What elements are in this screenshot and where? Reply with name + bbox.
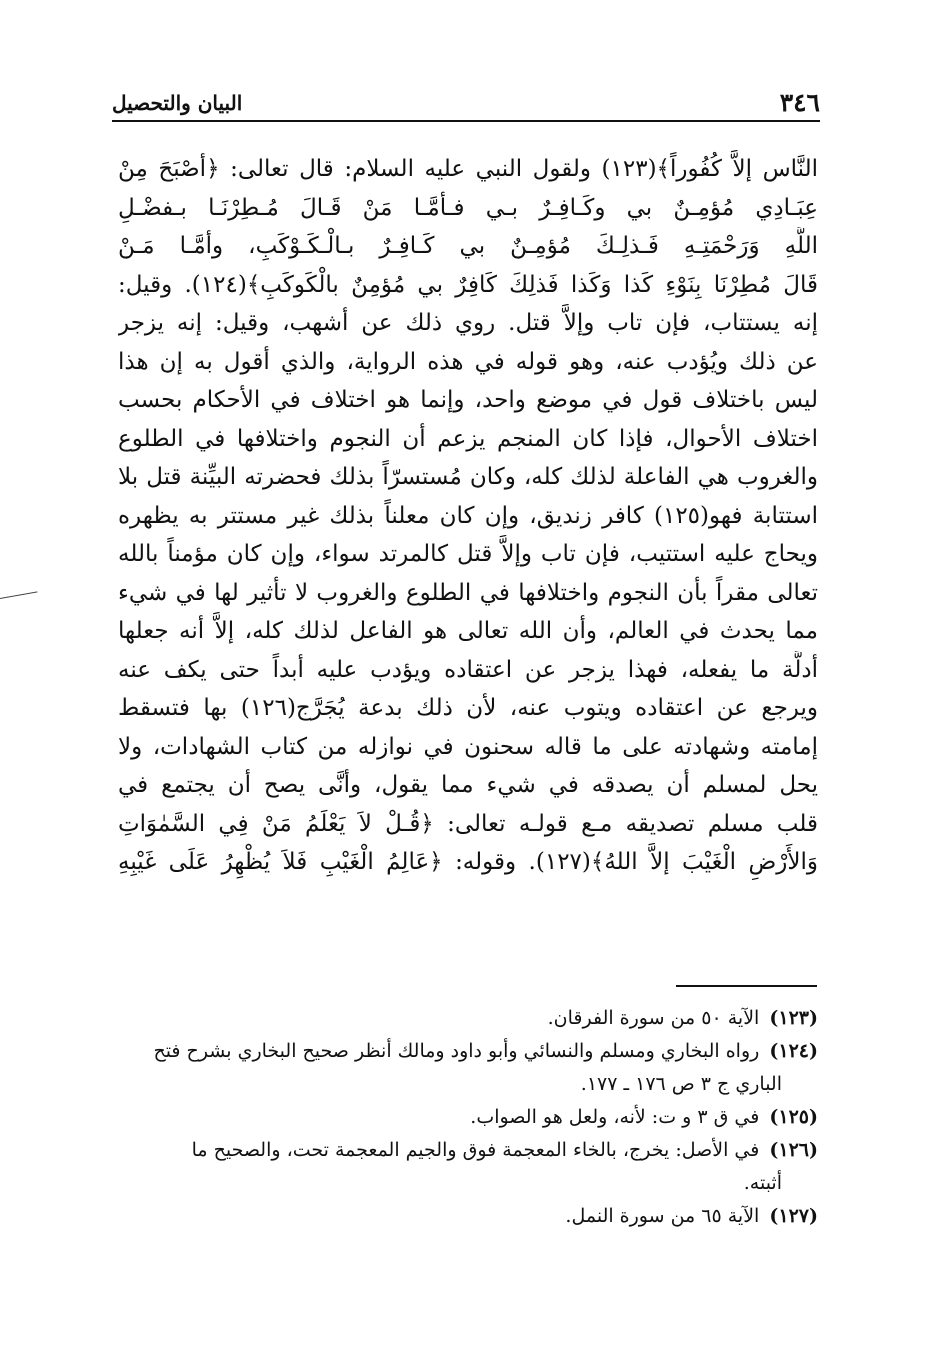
body-line: ليس باختلاف قول في موضع واحد، وإنما هو اختلاف في الأحكام بحسب xyxy=(118,387,818,413)
footnote-number: (١٢٧) xyxy=(769,1205,818,1227)
footnote-rule xyxy=(676,985,817,987)
body-line: ويرجع عن اعتقاده ويتوب عنه، لأن ذلك بدعة يُجَرَّج(١٢٦) بها فتسقط xyxy=(118,695,818,721)
header-rule xyxy=(112,120,820,122)
body-line: قَالَ مُطِرْنَا بِنَوْءِ كَذا وَكَذا فَذلِكَ كَافِرٌ بي مُؤمِنٌ بالْكَوكَبِ﴾(١٢٤). وقيل: xyxy=(118,271,818,298)
page-number: ٣٤٦ xyxy=(779,88,820,117)
body-line: يحل لمسلم أن يصدقه في شيء مما يقول، وأنَّى يصح أن يجتمع في xyxy=(118,772,818,798)
footnote-text: الآية ٥٠ من سورة الفرقان. xyxy=(547,1007,760,1029)
margin-mark xyxy=(0,591,38,599)
body-line: والغروب هي الفاعلة لذلك كله، وكان مُستسرّاً بذلك فحضرته البيِّنة قتل بلا xyxy=(118,464,818,490)
footnote-number: (١٢٥) xyxy=(769,1106,818,1128)
body-line: مما يحدث في العالم، وأن الله تعالى هو الفاعل لذلك كله، إلاَّ أنه جعلها xyxy=(118,618,818,644)
main-text xyxy=(118,150,818,882)
footnote-text: الآية ٦٥ من سورة النمل. xyxy=(565,1205,760,1227)
body-line: إمامته وشهادته على ما قاله سحنون في نوازله من كتاب الشهادات، ولا xyxy=(118,733,818,760)
body-line: عن ذلك ويُؤدب عنه، وهو قوله في هذه الرواية، والذي أقول به إن هذا xyxy=(118,348,818,375)
footnote-number: (١٢٤) xyxy=(769,1040,818,1062)
footnote xyxy=(118,1200,818,1233)
footnote-number: (١٢٣) xyxy=(769,1007,818,1029)
footnote-continuation: أثبته. xyxy=(743,1172,782,1194)
footnote xyxy=(118,1134,818,1200)
body-line: اللَّهِ وَرَحْمَتِـهِ فَـذلِـكَ مُؤمِـنٌ بي كَـافِـرٌ بـالْـكَـوْكَبِ، وأمَّـا مَـنْ xyxy=(118,233,818,259)
footnote-continuation: الباري ج ٣ ص ١٧٦ ـ ١٧٧. xyxy=(580,1073,782,1095)
body-line: أدلَّة ما يفعله، فهذا يزجر عن اعتقاده ويؤدب عليه أبداً حتى يكف عنه xyxy=(118,656,818,683)
footnote xyxy=(118,1002,818,1035)
running-title: البيان والتحصيل xyxy=(112,91,243,115)
footnote-text: رواه البخاري ومسلم والنسائي وأبو داود ومالك أنظر صحيح البخاري بشرح فتح xyxy=(153,1040,760,1062)
body-line: إنه يستتاب، فإن تاب وإلاَّ قتل. روي ذلك عن أشهب، وقيل: إنه يزجر xyxy=(118,310,818,336)
body-line: تعالى مقراً بأن النجوم واختلافها في الطلوع والغروب لا تأثير لها في شيء xyxy=(118,579,818,606)
page-header xyxy=(112,86,820,120)
footnote-text: في ق ٣ و ت: لأنه، ولعل هو الصواب. xyxy=(470,1106,760,1128)
footnote xyxy=(118,1101,818,1134)
footnotes xyxy=(118,1002,818,1233)
body-line: النَّاس إلاَّ كُفُوراً﴾(١٢٣) ولقول النبي عليه السلام: قال تعالى: ﴿أصْبَحَ مِنْ xyxy=(118,156,818,182)
footnote-text: في الأصل: يخرج، بالخاء المعجمة فوق والجيم المعجمة تحت، والصحيح ما xyxy=(191,1139,760,1161)
body-line: عِبَـادِي مُؤمِـنٌ بي وكَـافِـرٌ بـي فـأمَّـا مَنْ قَـالَ مُـطِرْنَـا بـفضْـلِ xyxy=(118,194,818,221)
body-line: استتابة فهو(١٢٥) كافر زنديق، وإن كان معلناً بذلك غير مستتر به يظهره xyxy=(118,502,818,529)
body-line: وَالأَرْضِ الْغَيْبَ إلاَّ اللهُ﴾(١٢٧). وقوله: ﴿عَالِمُ الْغَيْبِ فَلاَ يُظْهِرُ عَلَى غَيْبِهِ xyxy=(118,849,818,875)
body-line: اختلاف الأحوال، فإذا كان المنجم يزعم أن النجوم واختلافها في الطلوع xyxy=(118,425,818,452)
footnote-number: (١٢٦) xyxy=(769,1139,818,1161)
footnote xyxy=(118,1035,818,1101)
body-line: ويحاج عليه استتيب، فإن تاب وإلاَّ قتل كالمرتد سواء، وإن كان مؤمناً بالله xyxy=(118,541,818,567)
body-line: قلب مسلم تصديقه مـع قولـه تعالى: ﴿قُـلْ لاَ يَعْلَمُ مَنْ فِي السَّمٰوَاتِ xyxy=(118,810,818,837)
